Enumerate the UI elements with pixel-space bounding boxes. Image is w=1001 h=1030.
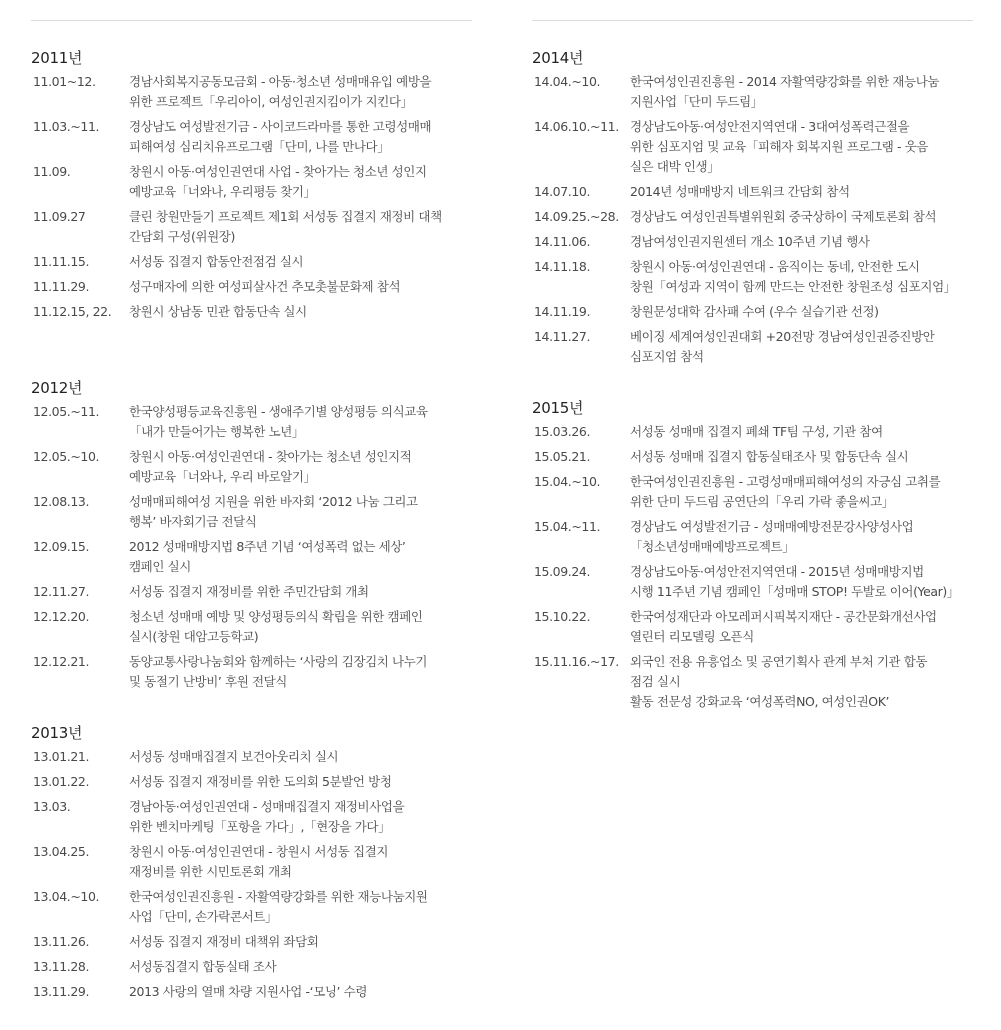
- event-description: [129, 492, 472, 532]
- event-description: [630, 652, 973, 712]
- event-date: 13.01.22.: [33, 774, 90, 789]
- event-date: 15.04.~11.: [534, 519, 601, 534]
- event-date: 13.04.~10.: [33, 889, 100, 904]
- event-description: [129, 957, 472, 977]
- event-description-line: 동양교통사랑나눔회와 함께하는 ‘사랑의 김장김치 나누기: [129, 654, 428, 669]
- event-date: 11.09.: [33, 164, 71, 179]
- event-description-line: 2012 성매매방지법 8주년 기념 ‘여성폭력 없는 세상’: [129, 539, 406, 554]
- event-date: 14.04.~10.: [534, 74, 601, 89]
- event-date: 12.12.21.: [33, 654, 90, 669]
- event-description: [129, 652, 472, 692]
- event-description-line: 위한 심포지엄 및 교육「피해자 회복지원 프로그램 - 웃음: [630, 139, 929, 154]
- event-description-line: 열린터 리모델링 오픈식: [630, 629, 754, 644]
- event-item: [31, 492, 472, 532]
- event-description: [630, 117, 973, 177]
- event-date: 13.11.26.: [33, 934, 90, 949]
- year-section: [532, 398, 973, 717]
- event-list: [532, 422, 973, 712]
- event-description: [129, 277, 472, 297]
- event-item: [532, 257, 973, 297]
- history-column-left: [31, 0, 472, 999]
- event-date: 15.09.24.: [534, 564, 591, 579]
- event-description: [129, 117, 472, 157]
- event-description-line: 청소년 성매매 예방 및 양성평등의식 확립을 위한 캠페인: [129, 609, 423, 624]
- event-description-line: 2014년 성매매방지 네트워크 간담회 참석: [630, 184, 850, 199]
- event-date: 11.03.~11.: [33, 119, 100, 134]
- event-item: [532, 72, 973, 112]
- event-description: [129, 582, 472, 602]
- event-description: [129, 797, 472, 837]
- event-description: [630, 517, 973, 557]
- event-item: [31, 162, 472, 202]
- event-item: [532, 447, 973, 467]
- event-date: 14.11.27.: [534, 329, 591, 344]
- event-description-line: 및 동절기 난방비’ 후원 전달식: [129, 674, 287, 689]
- event-date: 14.09.25.~28.: [534, 209, 619, 224]
- event-description-line: 행복’ 바자회기금 전달식: [129, 514, 257, 529]
- event-list: [532, 72, 973, 367]
- top-divider: [31, 20, 472, 21]
- event-date: 14.11.19.: [534, 304, 591, 319]
- year-section: [31, 48, 472, 327]
- event-item: [532, 517, 973, 557]
- event-date: 11.12.15, 22.: [33, 304, 112, 319]
- event-date: 12.05.~10.: [33, 449, 100, 464]
- event-description-line: 서성동 집결지 재정비 대책위 좌담회: [129, 934, 319, 949]
- event-list: [31, 402, 472, 692]
- year-heading: 2012년: [31, 379, 83, 397]
- event-description-line: 경상남도아동·여성안전지역연대 - 2015년 성매매방지법: [630, 564, 924, 579]
- event-description-line: 경상남도 여성발전기금 - 사이코드라마를 통한 고령성매매: [129, 119, 432, 134]
- event-description-line: 한국양성평등교육진흥원 - 생애주기별 양성평등 의식교육: [129, 404, 428, 419]
- event-date: 14.07.10.: [534, 184, 591, 199]
- event-description: [630, 422, 973, 442]
- event-description-line: 경남아동·여성인권연대 - 성매매집결지 재정비사업을: [129, 799, 405, 814]
- event-item: [31, 402, 472, 442]
- event-description-line: 베이징 세계여성인권대회 +20전망 경남여성인권증진방안: [630, 329, 935, 344]
- event-item: [31, 447, 472, 487]
- event-date: 14.06.10.~11.: [534, 119, 619, 134]
- event-description: [129, 982, 472, 1002]
- event-description-line: 서성동 성매매 집결지 합동실태조사 및 합동단속 실시: [630, 449, 909, 464]
- event-description-line: 위한 단미 두드림 공연단의「우리 가락 좋을씨고」: [630, 494, 894, 509]
- event-description-line: 창원시 아동·여성인권연대 - 창원시 서성동 집결지: [129, 844, 389, 859]
- event-description-line: 재정비를 위한 시민토론회 개최: [129, 864, 292, 879]
- event-list: [31, 72, 472, 322]
- event-item: [532, 472, 973, 512]
- event-description-line: 실은 대박 인생」: [630, 159, 720, 174]
- event-description-line: 외국인 전용 유흥업소 및 공연기획사 관계 부처 기관 합동: [630, 654, 928, 669]
- event-description-line: 한국여성인권진흥원 - 2014 자활역량강화를 위한 재능나눔: [630, 74, 940, 89]
- event-item: [532, 182, 973, 202]
- event-date: 14.11.18.: [534, 259, 591, 274]
- event-date: 13.11.28.: [33, 959, 90, 974]
- event-description: [129, 772, 472, 792]
- event-item: [31, 607, 472, 647]
- event-description-line: 예방교육「너와나, 우리 바로알기」: [129, 469, 316, 484]
- year-heading: 2015년: [532, 399, 584, 417]
- event-description: [630, 257, 973, 297]
- event-date: 13.04.25.: [33, 844, 90, 859]
- event-description-line: 성매매피해여성 지원을 위한 바자회 ‘2012 나눔 그리고: [129, 494, 418, 509]
- event-date: 12.11.27.: [33, 584, 90, 599]
- event-description-line: 활동 전문성 강화교육 ‘여성폭력NO, 여성인권OK’: [630, 694, 890, 709]
- event-description: [129, 302, 472, 322]
- event-item: [31, 117, 472, 157]
- event-description-line: 피해여성 심리치유프로그램「단미, 나를 만나다」: [129, 139, 390, 154]
- event-description: [129, 887, 472, 927]
- event-description-line: 2013 사랑의 열매 차량 지원사업 -‘모닝’ 수령: [129, 984, 368, 999]
- event-item: [31, 652, 472, 692]
- event-description-line: 성구매자에 의한 여성피살사건 추모촛불문화제 참석: [129, 279, 401, 294]
- year-section: [532, 48, 973, 372]
- event-description: [630, 472, 973, 512]
- event-description: [129, 72, 472, 112]
- event-date: 12.09.15.: [33, 539, 90, 554]
- year-section: [31, 378, 472, 697]
- event-description-line: 경남사회복지공동모금회 - 아동·청소년 성매매유입 예방을: [129, 74, 432, 89]
- event-description-line: 창원시 아동·여성인권연대 사업 - 찾아가는 청소년 성인지: [129, 164, 427, 179]
- event-description-line: 창원시 상남동 민관 합동단속 실시: [129, 304, 307, 319]
- event-date: 12.05.~11.: [33, 404, 100, 419]
- event-description: [129, 252, 472, 272]
- event-description-line: 클린 창원만들기 프로젝트 제1회 서성동 집결지 재정비 대책: [129, 209, 442, 224]
- event-date: 15.11.16.~17.: [534, 654, 619, 669]
- event-description-line: 한국여성재단과 아모레퍼시픽복지재단 - 공간문화개선사업: [630, 609, 937, 624]
- top-divider: [532, 20, 973, 21]
- event-item: [31, 252, 472, 272]
- event-item: [31, 982, 472, 1002]
- year-heading: 2014년: [532, 49, 584, 67]
- event-date: 12.12.20.: [33, 609, 90, 624]
- history-column-right: [532, 0, 973, 709]
- event-description-line: 캠페인 실시: [129, 559, 191, 574]
- event-description-line: 점검 실시: [630, 674, 681, 689]
- event-description: [129, 607, 472, 647]
- event-date: 13.03.: [33, 799, 71, 814]
- event-description-line: 「청소년성매매예방프로젝트」: [630, 539, 795, 554]
- event-description-line: 창원시 아동·여성인권연대 - 움직이는 동네, 안전한 도시: [630, 259, 920, 274]
- event-description-line: 창원문성대학 감사패 수여 (우수 실습기관 선정): [630, 304, 879, 319]
- event-description-line: 「내가 만들어가는 행복한 노년」: [129, 424, 305, 439]
- event-description-line: 실시(창원 대암고등학교): [129, 629, 259, 644]
- event-date: 11.01~12.: [33, 74, 96, 89]
- event-item: [31, 537, 472, 577]
- event-item: [31, 957, 472, 977]
- event-description: [129, 932, 472, 952]
- event-item: [532, 207, 973, 227]
- event-description: [630, 72, 973, 112]
- event-item: [31, 302, 472, 322]
- event-description-line: 서성동 집결지 재정비를 위한 도의회 5분발언 방청: [129, 774, 392, 789]
- event-description-line: 예방교육「너와나, 우리평등 찾기」: [129, 184, 316, 199]
- event-description: [129, 162, 472, 202]
- event-description-line: 창원「여성과 지역이 함께 만드는 안전한 창원조성 심포지엄」: [630, 279, 956, 294]
- event-description: [129, 537, 472, 577]
- event-description: [630, 327, 973, 367]
- event-date: 13.01.21.: [33, 749, 90, 764]
- event-description: [630, 562, 973, 602]
- event-date: 15.04.~10.: [534, 474, 601, 489]
- event-description-line: 서성동집결지 합동실태 조사: [129, 959, 277, 974]
- event-item: [532, 117, 973, 177]
- event-date: 11.11.29.: [33, 279, 90, 294]
- year-heading: 2011년: [31, 49, 83, 67]
- event-description: [129, 207, 472, 247]
- event-description-line: 경상남도 여성발전기금 - 성매매예방전문강사양성사업: [630, 519, 914, 534]
- event-description-line: 간담회 구성(위원장): [129, 229, 235, 244]
- event-item: [532, 562, 973, 602]
- event-item: [31, 797, 472, 837]
- event-item: [31, 207, 472, 247]
- event-description-line: 경상남도아동·여성안전지역연대 - 3대여성폭력근절을: [630, 119, 910, 134]
- event-item: [31, 277, 472, 297]
- event-description-line: 심포지엄 참석: [630, 349, 704, 364]
- event-item: [31, 842, 472, 882]
- year-heading: 2013년: [31, 724, 83, 742]
- event-item: [31, 72, 472, 112]
- year-section: [31, 723, 472, 1007]
- event-description-line: 한국여성인권진흥원 - 자활역량강화를 위한 재능나눔지원: [129, 889, 428, 904]
- event-date: 12.08.13.: [33, 494, 90, 509]
- event-description: [630, 447, 973, 467]
- event-item: [532, 232, 973, 252]
- event-description-line: 경상남도 여성인권특별위원회 중국상하이 국제토론회 참석: [630, 209, 937, 224]
- event-description-line: 서성동 성매매 집결지 폐쇄 TF팀 구성, 기관 참여: [630, 424, 883, 439]
- event-description-line: 위한 프로젝트「우리아이, 여성인권지킴이가 지킨다」: [129, 94, 413, 109]
- event-description: [129, 402, 472, 442]
- event-description: [630, 207, 973, 227]
- event-item: [31, 932, 472, 952]
- event-date: 13.11.29.: [33, 984, 90, 999]
- event-description-line: 한국여성인권진흥원 - 고령성매매피해여성의 자긍심 고취를: [630, 474, 941, 489]
- event-description-line: 지원사업「단미 두드림」: [630, 94, 763, 109]
- event-description: [129, 447, 472, 487]
- event-description: [129, 747, 472, 767]
- event-date: 14.11.06.: [534, 234, 591, 249]
- event-description: [630, 232, 973, 252]
- event-description-line: 시행 11주년 기념 캠페인「성매매 STOP! 두발로 이어(Year)」: [630, 584, 959, 599]
- event-item: [31, 887, 472, 927]
- event-item: [31, 747, 472, 767]
- event-date: 11.11.15.: [33, 254, 90, 269]
- event-description-line: 창원시 아동·여성인권연대 - 찾아가는 청소년 성인지적: [129, 449, 412, 464]
- event-description-line: 서성동 집결지 합동안전점검 실시: [129, 254, 304, 269]
- event-list: [31, 747, 472, 1002]
- event-item: [532, 302, 973, 322]
- event-description: [630, 607, 973, 647]
- event-description: [630, 302, 973, 322]
- event-date: 11.09.27: [33, 209, 86, 224]
- event-item: [31, 772, 472, 792]
- event-description: [630, 182, 973, 202]
- event-description-line: 위한 벤치마케팅「포항을 가다」,「현장을 가다」: [129, 819, 391, 834]
- event-description: [129, 842, 472, 882]
- event-item: [532, 607, 973, 647]
- event-date: 15.03.26.: [534, 424, 591, 439]
- event-date: 15.10.22.: [534, 609, 591, 624]
- event-description-line: 경남여성인권지원센터 개소 10주년 기념 행사: [630, 234, 870, 249]
- event-item: [31, 582, 472, 602]
- event-date: 15.05.21.: [534, 449, 591, 464]
- event-description-line: 서성동 집결지 재정비를 위한 주민간담회 개최: [129, 584, 369, 599]
- event-description-line: 서성동 성매매집결지 보건아웃리치 실시: [129, 749, 339, 764]
- event-item: [532, 652, 973, 712]
- event-item: [532, 327, 973, 367]
- event-description-line: 사업「단미, 손가락콘서트」: [129, 909, 278, 924]
- event-item: [532, 422, 973, 442]
